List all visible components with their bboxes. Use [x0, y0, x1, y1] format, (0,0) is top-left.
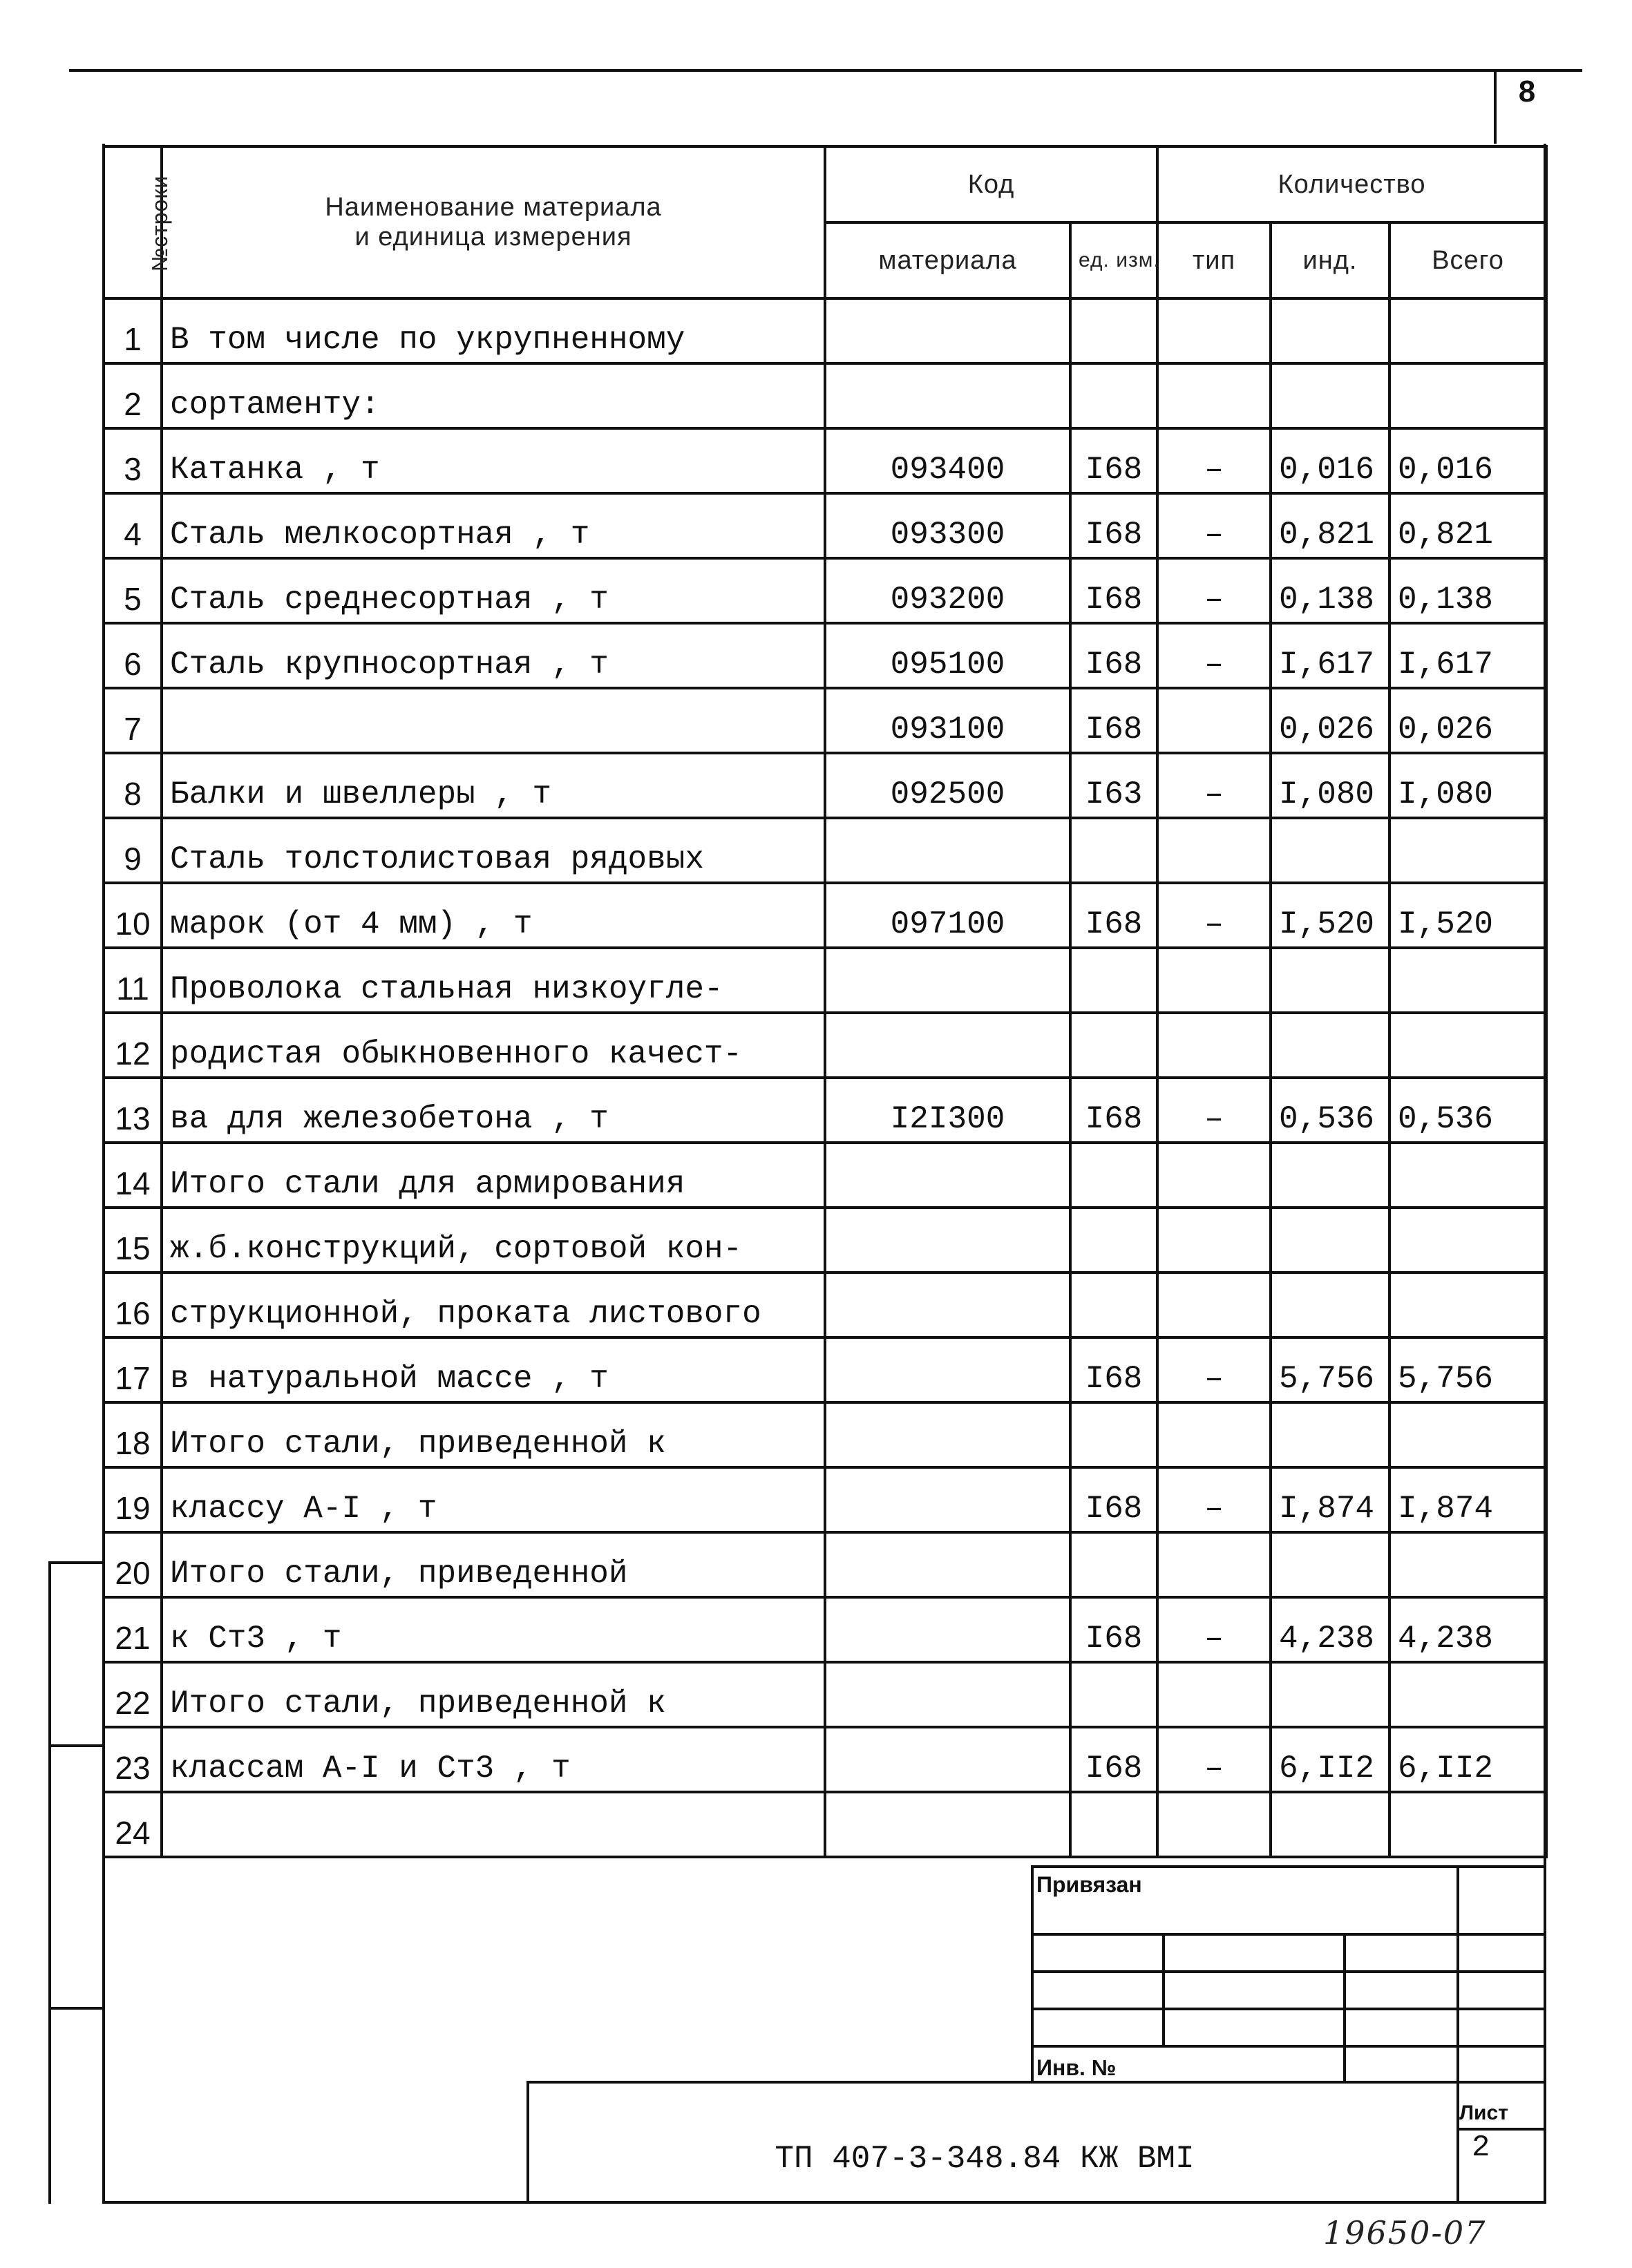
- cell-qty-type: [1157, 1662, 1271, 1727]
- table-row: [104, 493, 1546, 558]
- cell-material-code: [825, 1597, 1070, 1662]
- cell-material-name: в натуральной массе , т: [162, 1337, 825, 1402]
- handwritten-note: 19650-07: [1323, 2214, 1487, 2251]
- cell-material-name: Балки и швеллеры , т: [162, 753, 825, 818]
- cell-qty-ind: 0,536: [1271, 1078, 1389, 1143]
- table-row: [104, 1402, 1546, 1467]
- cell-qty-type: [1157, 948, 1271, 1013]
- left-binding-mid2: [48, 2007, 105, 2010]
- cell-row-number: 15: [104, 1208, 162, 1273]
- cell-qty-total: I,080: [1389, 753, 1546, 818]
- cell-qty-type: –: [1157, 1337, 1271, 1402]
- cell-qty-type: [1157, 363, 1271, 428]
- cell-material-code: [825, 1792, 1070, 1857]
- cell-qty-type: [1157, 688, 1271, 753]
- cell-qty-ind: [1271, 363, 1389, 428]
- cell-qty-total: [1389, 1532, 1546, 1597]
- cell-unit-code: [1070, 1532, 1157, 1597]
- header-qty-type: тип: [1157, 222, 1271, 298]
- cell-unit-code: [1070, 1273, 1157, 1337]
- cell-qty-ind: 0,821: [1271, 493, 1389, 558]
- table-row: [104, 1467, 1546, 1532]
- cell-qty-total: I,520: [1389, 883, 1546, 948]
- grid-row-1: [1031, 1970, 1546, 1973]
- cell-row-number: 9: [104, 818, 162, 883]
- left-binding-line: [48, 1561, 51, 2204]
- cell-qty-ind: [1271, 818, 1389, 883]
- cell-qty-total: [1389, 1013, 1546, 1078]
- cell-qty-ind: [1271, 1402, 1389, 1467]
- cell-material-code: [825, 1532, 1070, 1597]
- cell-unit-code: I68: [1070, 1467, 1157, 1532]
- cell-material-code: [825, 818, 1070, 883]
- cell-material-code: 092500: [825, 753, 1070, 818]
- cell-qty-total: 0,821: [1389, 493, 1546, 558]
- cell-material-code: [825, 363, 1070, 428]
- cell-material-code: I2I300: [825, 1078, 1070, 1143]
- page-number-box-left: [1494, 69, 1497, 144]
- left-binding-top: [48, 1561, 105, 1564]
- cell-row-number: 22: [104, 1662, 162, 1727]
- cell-material-name: Итого стали, приведенной к: [162, 1402, 825, 1467]
- cell-row-number: 21: [104, 1597, 162, 1662]
- cell-row-number: 7: [104, 688, 162, 753]
- table-row: [104, 1727, 1546, 1792]
- cell-unit-code: [1070, 1662, 1157, 1727]
- cell-row-number: 13: [104, 1078, 162, 1143]
- cell-row-number: 3: [104, 428, 162, 493]
- table-row: [104, 1273, 1546, 1337]
- cell-qty-type: [1157, 1402, 1271, 1467]
- cell-row-number: 4: [104, 493, 162, 558]
- table-row: [104, 363, 1546, 428]
- cell-unit-code: [1070, 1402, 1157, 1467]
- cell-unit-code: I68: [1070, 1337, 1157, 1402]
- table-row: [104, 1013, 1546, 1078]
- cell-qty-total: [1389, 1143, 1546, 1208]
- table-row: [104, 558, 1546, 623]
- cell-material-code: [825, 1208, 1070, 1273]
- inventory-label: Инв. №: [1036, 2055, 1117, 2080]
- cell-row-number: 23: [104, 1727, 162, 1792]
- left-frame-line: [102, 144, 105, 2204]
- table-row: [104, 298, 1546, 363]
- cell-row-number: 11: [104, 948, 162, 1013]
- cell-qty-total: 4,238: [1389, 1597, 1546, 1662]
- cell-material-code: [825, 948, 1070, 1013]
- table-row: [104, 1143, 1546, 1208]
- cell-material-name: Сталь среднесортная , т: [162, 558, 825, 623]
- cell-row-number: 5: [104, 558, 162, 623]
- cell-material-name: к Ст3 , т: [162, 1597, 825, 1662]
- cell-qty-type: –: [1157, 558, 1271, 623]
- cell-row-number: 16: [104, 1273, 162, 1337]
- cell-unit-code: [1070, 948, 1157, 1013]
- cell-qty-ind: I,080: [1271, 753, 1389, 818]
- table-row: [104, 1792, 1546, 1857]
- cell-unit-code: [1070, 1143, 1157, 1208]
- cell-qty-ind: 0,026: [1271, 688, 1389, 753]
- sheet-number: 2: [1472, 2131, 1490, 2165]
- cell-qty-total: 0,536: [1389, 1078, 1546, 1143]
- cell-row-number: 6: [104, 623, 162, 688]
- cell-row-number: 2: [104, 363, 162, 428]
- cell-unit-code: I68: [1070, 1597, 1157, 1662]
- cell-material-code: 093300: [825, 493, 1070, 558]
- cell-row-number: 14: [104, 1143, 162, 1208]
- table-row: [104, 1597, 1546, 1662]
- cell-row-number: 8: [104, 753, 162, 818]
- cell-row-number: 20: [104, 1532, 162, 1597]
- table-row: [104, 688, 1546, 753]
- grid-col-2: [1343, 1933, 1346, 2082]
- cell-qty-ind: [1271, 1532, 1389, 1597]
- cell-qty-total: 0,138: [1389, 558, 1546, 623]
- cell-qty-total: 6,II2: [1389, 1727, 1546, 1792]
- cell-qty-ind: [1271, 1143, 1389, 1208]
- cell-material-code: 097100: [825, 883, 1070, 948]
- bottom-frame-line: [102, 2201, 1546, 2204]
- cell-qty-total: [1389, 1402, 1546, 1467]
- left-binding-mid1: [48, 1744, 105, 1747]
- cell-qty-total: 5,756: [1389, 1337, 1546, 1402]
- header-qty-ind: инд.: [1271, 222, 1389, 298]
- grid-row-2: [1031, 2008, 1546, 2010]
- cell-unit-code: [1070, 1208, 1157, 1273]
- header-code-material: материала: [825, 222, 1070, 298]
- cell-material-name: Катанка , т: [162, 428, 825, 493]
- cell-material-name: Итого стали, приведенной к: [162, 1662, 825, 1727]
- cell-unit-code: [1070, 363, 1157, 428]
- cell-row-number: 12: [104, 1013, 162, 1078]
- cell-material-name: ж.б.конструкций, сортовой кон-: [162, 1208, 825, 1273]
- cell-qty-type: [1157, 1792, 1271, 1857]
- top-border-line: [69, 69, 1582, 72]
- cell-qty-total: [1389, 1273, 1546, 1337]
- cell-qty-total: [1389, 298, 1546, 363]
- cell-material-code: 093200: [825, 558, 1070, 623]
- cell-qty-total: [1389, 1662, 1546, 1727]
- cell-material-name: струкционной, проката листового: [162, 1273, 825, 1337]
- cell-unit-code: [1070, 818, 1157, 883]
- cell-unit-code: I63: [1070, 753, 1157, 818]
- cell-material-name: Сталь мелкосортная , т: [162, 493, 825, 558]
- cell-row-number: 18: [104, 1402, 162, 1467]
- cell-qty-total: [1389, 1208, 1546, 1273]
- table-row: [104, 1337, 1546, 1402]
- cell-qty-ind: [1271, 948, 1389, 1013]
- cell-qty-type: [1157, 818, 1271, 883]
- materials-table: [102, 145, 1548, 1858]
- cell-qty-ind: 6,II2: [1271, 1727, 1389, 1792]
- cell-qty-type: –: [1157, 1727, 1271, 1792]
- cell-unit-code: [1070, 1792, 1157, 1857]
- cell-qty-total: I,617: [1389, 623, 1546, 688]
- cell-material-code: [825, 1273, 1070, 1337]
- cell-material-name: В том числе по укрупненному: [162, 298, 825, 363]
- cell-qty-type: –: [1157, 493, 1271, 558]
- cell-material-name: Итого стали для армирования: [162, 1143, 825, 1208]
- cell-qty-ind: 0,138: [1271, 558, 1389, 623]
- cell-material-code: [825, 1143, 1070, 1208]
- cell-qty-type: [1157, 1208, 1271, 1273]
- cell-unit-code: I68: [1070, 428, 1157, 493]
- cell-material-code: [825, 1662, 1070, 1727]
- cell-qty-type: –: [1157, 1597, 1271, 1662]
- cell-qty-type: [1157, 1013, 1271, 1078]
- cell-qty-total: 0,016: [1389, 428, 1546, 493]
- header-quantity: Количество: [1157, 146, 1546, 222]
- table-row: [104, 948, 1546, 1013]
- cell-row-number: 1: [104, 298, 162, 363]
- cell-material-name: родистая обыкновенного качест-: [162, 1013, 825, 1078]
- cell-unit-code: I68: [1070, 623, 1157, 688]
- cell-qty-ind: [1271, 1273, 1389, 1337]
- cell-material-code: [825, 1337, 1070, 1402]
- cell-material-name: ва для железобетона , т: [162, 1078, 825, 1143]
- header-code: Код: [825, 146, 1157, 222]
- cell-qty-ind: 0,016: [1271, 428, 1389, 493]
- cell-material-name: сортаменту:: [162, 363, 825, 428]
- cell-qty-ind: I,874: [1271, 1467, 1389, 1532]
- table-row: [104, 1208, 1546, 1273]
- cell-unit-code: I68: [1070, 688, 1157, 753]
- table-row: [104, 753, 1546, 818]
- cell-qty-type: –: [1157, 883, 1271, 948]
- cell-material-name: классам А-I и Ст3 , т: [162, 1727, 825, 1792]
- cell-qty-type: [1157, 1532, 1271, 1597]
- cell-unit-code: [1070, 298, 1157, 363]
- table-row: [104, 1532, 1546, 1597]
- cell-qty-ind: I,617: [1271, 623, 1389, 688]
- cell-unit-code: I68: [1070, 558, 1157, 623]
- cell-material-code: 093100: [825, 688, 1070, 753]
- cell-unit-code: I68: [1070, 1078, 1157, 1143]
- table-row: [104, 1078, 1546, 1143]
- cell-material-code: [825, 1402, 1070, 1467]
- table-row: [104, 428, 1546, 493]
- cell-unit-code: I68: [1070, 883, 1157, 948]
- cell-material-name: Проволока стальная низкоугле-: [162, 948, 825, 1013]
- cell-material-name: [162, 1792, 825, 1857]
- cell-material-name: Сталь толстолистовая рядовых: [162, 818, 825, 883]
- cell-qty-total: [1389, 818, 1546, 883]
- header-qty-total: Всего: [1389, 222, 1546, 298]
- cell-qty-total: 0,026: [1389, 688, 1546, 753]
- table-row: [104, 623, 1546, 688]
- attached-label: Привязан: [1036, 1872, 1142, 1897]
- cell-row-number: 10: [104, 883, 162, 948]
- cell-qty-ind: [1271, 1792, 1389, 1857]
- cell-qty-total: [1389, 363, 1546, 428]
- sheet-label: Лист: [1459, 2102, 1508, 2124]
- cell-qty-ind: [1271, 1208, 1389, 1273]
- table-row: [104, 818, 1546, 883]
- cell-material-code: [825, 1467, 1070, 1532]
- cell-qty-ind: I,520: [1271, 883, 1389, 948]
- cell-material-code: 095100: [825, 623, 1070, 688]
- document-code: ТП 407-3-348.84 КЖ ВМI: [775, 2141, 1195, 2177]
- header-row-number: №строки: [104, 146, 162, 298]
- cell-unit-code: I68: [1070, 493, 1157, 558]
- cell-qty-ind: [1271, 1013, 1389, 1078]
- table-row: [104, 1662, 1546, 1727]
- header-material-name: Наименование материала и единица измерения: [162, 146, 825, 298]
- cell-qty-total: I,874: [1389, 1467, 1546, 1532]
- cell-qty-ind: [1271, 1662, 1389, 1727]
- cell-qty-type: [1157, 1273, 1271, 1337]
- cell-material-code: 093400: [825, 428, 1070, 493]
- cell-material-code: [825, 298, 1070, 363]
- cell-material-name: [162, 688, 825, 753]
- cell-material-code: [825, 1013, 1070, 1078]
- cell-material-name: марок (от 4 мм) , т: [162, 883, 825, 948]
- cell-material-name: Сталь крупносортная , т: [162, 623, 825, 688]
- grid-row-3: [1031, 2045, 1546, 2048]
- cell-row-number: 19: [104, 1467, 162, 1532]
- cell-qty-ind: 5,756: [1271, 1337, 1389, 1402]
- cell-qty-total: [1389, 948, 1546, 1013]
- cell-unit-code: I68: [1070, 1727, 1157, 1792]
- cell-qty-type: –: [1157, 753, 1271, 818]
- cell-qty-type: –: [1157, 1078, 1271, 1143]
- sheet-label-line: [1457, 2128, 1546, 2131]
- cell-qty-ind: [1271, 298, 1389, 363]
- cell-row-number: 17: [104, 1337, 162, 1402]
- grid-col-1: [1162, 1933, 1165, 2045]
- cell-row-number: 24: [104, 1792, 162, 1857]
- table-row: [104, 883, 1546, 948]
- page-number: 8: [1518, 75, 1536, 108]
- cell-material-code: [825, 1727, 1070, 1792]
- cell-qty-type: [1157, 298, 1271, 363]
- cell-material-name: классу А-I , т: [162, 1467, 825, 1532]
- cell-unit-code: [1070, 1013, 1157, 1078]
- cell-qty-ind: 4,238: [1271, 1597, 1389, 1662]
- cell-qty-total: [1389, 1792, 1546, 1857]
- cell-qty-type: –: [1157, 428, 1271, 493]
- header-code-unit: ед. изм.: [1070, 222, 1157, 298]
- cell-qty-type: –: [1157, 623, 1271, 688]
- cell-qty-type: [1157, 1143, 1271, 1208]
- cell-material-name: Итого стали, приведенной: [162, 1532, 825, 1597]
- cell-qty-type: –: [1157, 1467, 1271, 1532]
